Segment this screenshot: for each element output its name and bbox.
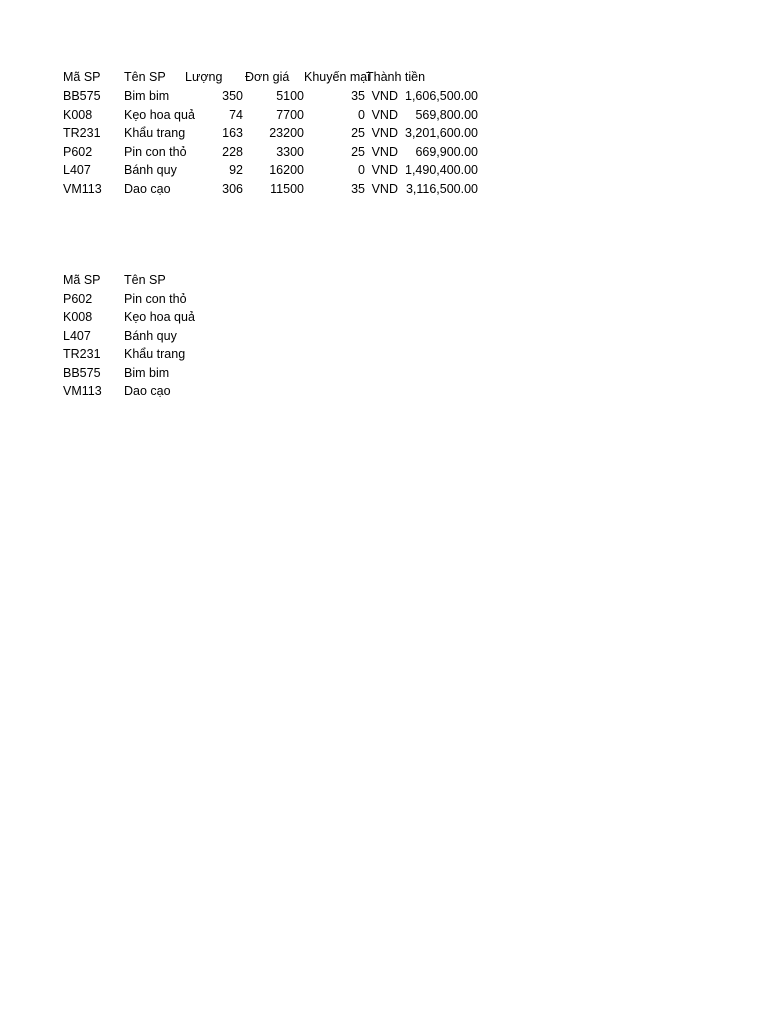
cell-ten-sp[interactable]: Dao cạo: [124, 384, 171, 398]
header-ten-sp[interactable]: Tên SP: [124, 273, 166, 287]
cell-ma-sp[interactable]: VM113: [63, 384, 102, 398]
cell-ten-sp[interactable]: Kẹo hoa quả: [124, 310, 195, 324]
cell-don-gia[interactable]: 3300: [276, 144, 304, 159]
cell-currency: VND: [371, 181, 398, 196]
cell-ma-sp[interactable]: L407: [63, 328, 91, 343]
table2-row: [0, 327, 768, 346]
cell-ma-sp[interactable]: K008: [63, 310, 93, 324]
table2-row: [0, 364, 768, 383]
table1-row: [0, 87, 768, 106]
cell-luong[interactable]: 228: [222, 144, 243, 159]
cell-ten-sp[interactable]: Dao cạo: [124, 181, 171, 196]
cell-ten-sp[interactable]: Khẩu trang: [124, 347, 186, 361]
cell-ten-sp[interactable]: Khẩu trang: [124, 126, 186, 140]
cell-luong[interactable]: 350: [222, 89, 243, 103]
cell-don-gia[interactable]: 23200: [269, 126, 304, 140]
cell-ma-sp[interactable]: K008: [63, 107, 93, 122]
header-khuyen-mai[interactable]: Khuyến mại: [304, 70, 371, 84]
cell-ma-sp[interactable]: L407: [63, 163, 91, 177]
cell-ten-sp[interactable]: Pin con thỏ: [124, 144, 187, 159]
cell-ma-sp[interactable]: TR231: [63, 126, 101, 140]
table1-row: [0, 124, 768, 143]
cell-khuyen-mai[interactable]: 25: [351, 126, 365, 140]
cell-thanh-tien[interactable]: 669,900.00: [415, 144, 478, 159]
table1-header-row: [0, 68, 768, 87]
cell-thanh-tien[interactable]: 569,800.00: [415, 107, 478, 122]
table2-header-row: [0, 271, 768, 290]
cell-currency: VND: [371, 126, 398, 140]
cell-khuyen-mai[interactable]: 35: [351, 89, 365, 103]
table1-row: [0, 161, 768, 180]
cell-ma-sp[interactable]: P602: [63, 144, 93, 159]
table2-row: [0, 382, 768, 401]
cell-ma-sp[interactable]: P602: [63, 291, 93, 306]
cell-khuyen-mai[interactable]: 25: [351, 144, 365, 159]
cell-thanh-tien[interactable]: 3,201,600.00: [405, 126, 478, 140]
cell-don-gia[interactable]: 5100: [276, 89, 304, 103]
table1-row: [0, 180, 768, 199]
header-luong[interactable]: Lượng: [185, 70, 223, 84]
cell-luong[interactable]: 306: [222, 181, 243, 196]
cell-luong[interactable]: 92: [229, 163, 243, 177]
cell-currency: VND: [371, 144, 398, 159]
cell-khuyen-mai[interactable]: 0: [358, 107, 365, 122]
cell-ten-sp[interactable]: Bim bim: [124, 89, 170, 103]
cell-ma-sp[interactable]: TR231: [63, 347, 101, 361]
cell-thanh-tien[interactable]: 1,490,400.00: [405, 163, 478, 177]
header-don-gia[interactable]: Đơn giá: [245, 70, 290, 84]
header-ma-sp[interactable]: Mã SP: [63, 70, 101, 84]
cell-ten-sp[interactable]: Pin con thỏ: [124, 291, 187, 306]
header-ten-sp[interactable]: Tên SP: [124, 70, 166, 84]
cell-ten-sp[interactable]: Bim bim: [124, 365, 170, 380]
cell-luong[interactable]: 74: [229, 107, 243, 122]
cell-don-gia[interactable]: 16200: [269, 163, 304, 177]
cell-ten-sp[interactable]: Bánh quy: [124, 328, 177, 343]
cell-ma-sp[interactable]: BB575: [63, 365, 101, 380]
header-thanh-tien[interactable]: Thành tiền: [366, 70, 426, 84]
cell-thanh-tien[interactable]: 3,116,500.00: [405, 181, 478, 196]
cell-don-gia[interactable]: 7700: [276, 107, 304, 122]
cell-thanh-tien[interactable]: 1,606,500.00: [405, 89, 478, 103]
table1-row: [0, 106, 768, 125]
cell-khuyen-mai[interactable]: 0: [358, 163, 365, 177]
cell-currency: VND: [371, 163, 398, 177]
header-ma-sp[interactable]: Mã SP: [63, 273, 101, 287]
cell-khuyen-mai[interactable]: 35: [351, 181, 365, 196]
cell-luong[interactable]: 163: [222, 126, 243, 140]
cell-don-gia[interactable]: 11500: [270, 181, 304, 196]
cell-currency: VND: [371, 107, 398, 122]
cell-ten-sp[interactable]: Bánh quy: [124, 163, 177, 177]
cell-ma-sp[interactable]: BB575: [63, 89, 101, 103]
table2-row: [0, 308, 768, 327]
table2-row: [0, 290, 768, 309]
table2-row: [0, 345, 768, 364]
cell-currency: VND: [371, 89, 398, 103]
table1-row: [0, 143, 768, 162]
cell-ma-sp[interactable]: VM113: [63, 181, 102, 196]
cell-ten-sp[interactable]: Kẹo hoa quả: [124, 107, 195, 122]
